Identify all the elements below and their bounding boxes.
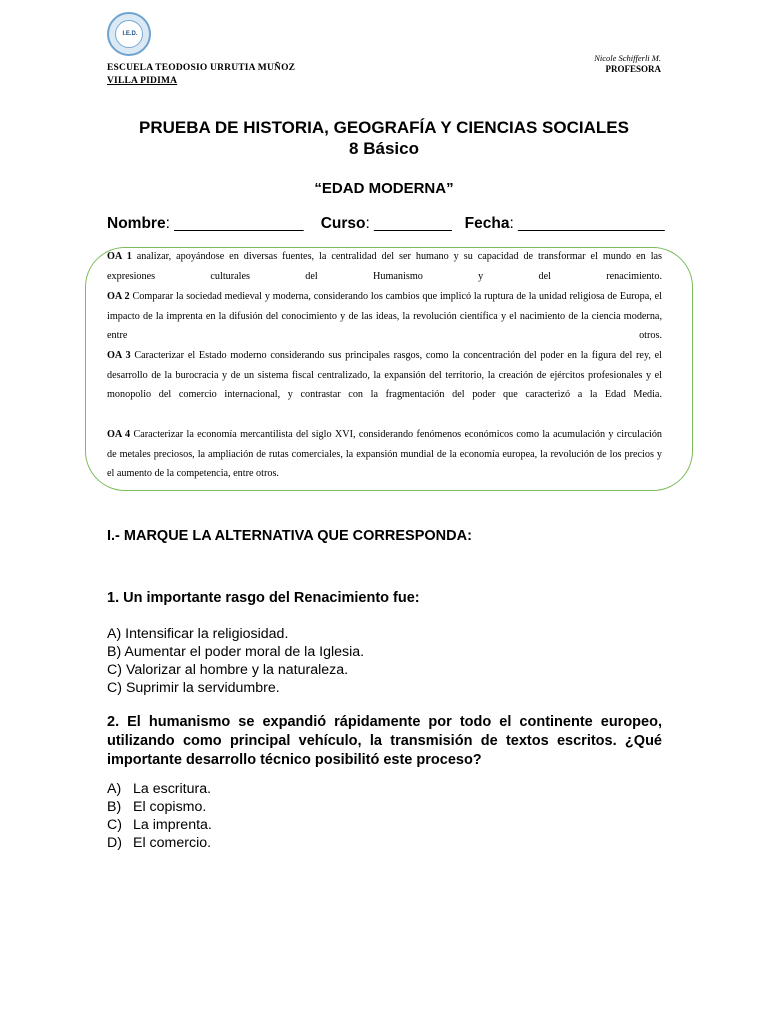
option-letter: A) (107, 781, 122, 797)
school-logo (107, 12, 151, 56)
option-q2-b[interactable] (107, 798, 206, 816)
objective-code: OA 2 (107, 291, 130, 302)
logo-text: I.E.D. (122, 31, 138, 37)
objective-code: OA 1 (107, 251, 132, 262)
objective-text: Comparar la sociedad medieval y moderna, considerando los cambios que implicó la ruptura de la unidad religiosa de Europa, el impacto de la imprenta en la difusión del conocimiento y de las ideas, la revolución científica y el nacimiento de la ciencia moderna, entre otros. (107, 291, 662, 341)
date-blank[interactable]: : _________________ (509, 215, 665, 232)
option-letter: B) (107, 644, 122, 660)
objective-oa3 (107, 346, 662, 405)
objective-oa1 (107, 247, 662, 286)
question-1: 1. Un importante rasgo del Renacimiento fue: (107, 590, 420, 606)
name-label: Nombre (107, 215, 166, 232)
option-text: La escritura. (133, 781, 212, 797)
objective-text: Caracterizar el Estado moderno considerando sus principales rasgos, como la concentración del poder en la figura del rey, el desarrollo de la burocracia y de un sistema fiscal centralizado, la expansión del territorio, la creación de ejércitos profesionales y el monopolio del comercio internacional, y contrastar con la fragmentación del poder que caracterizó a la Edad Media. (107, 350, 663, 400)
school-place: VILLA PIDIMA (107, 76, 178, 86)
objective-oa2 (107, 287, 662, 346)
option-text: Aumentar el poder moral de la Iglesia. (124, 644, 365, 660)
option-text: Suprimir la servidumbre. (125, 680, 280, 696)
option-text: El copismo. (133, 799, 207, 815)
teacher-name: Nicole Schifferli M. (594, 53, 661, 63)
school-name: ESCUELA TEODOSIO URRUTIA MUÑOZ (107, 63, 296, 73)
option-letter: A) (107, 626, 122, 642)
unit-subtitle: “EDAD MODERNA” (314, 180, 454, 197)
section-heading: I.- MARQUE LA ALTERNATIVA QUE CORRESPONDA: (107, 528, 472, 544)
option-q2-c[interactable] (107, 816, 212, 834)
option-q1-c[interactable] (107, 661, 348, 679)
option-letter: C) (107, 680, 122, 696)
option-q2-d[interactable] (107, 834, 211, 852)
date-label: Fecha (464, 215, 510, 232)
objective-code: OA 4 (107, 429, 131, 440)
teacher-role: PROFESORA (605, 64, 661, 74)
option-q1-a[interactable] (107, 625, 288, 643)
option-q2-a[interactable] (107, 780, 211, 798)
course-label: Curso (320, 215, 366, 232)
option-text: La imprenta. (133, 817, 212, 833)
test-title: PRUEBA DE HISTORIA, GEOGRAFÍA Y CIENCIAS SOCIALES (139, 118, 629, 137)
option-text: Valorizar al hombre y la naturaleza. (125, 662, 349, 678)
option-letter: B) (107, 799, 122, 815)
objective-code: OA 3 (107, 350, 131, 361)
grade-label: 8 Básico (349, 139, 419, 158)
student-fields (107, 215, 665, 233)
option-text: Intensificar la religiosidad. (125, 626, 289, 642)
objective-text: Caracterizar la economía mercantilista del siglo XVI, considerando fenómenos económicos como la acumulación y circulación de metales preciosos, la ampliación de rutas comerciales, la expansión mundial de la economía europea, la revolución de los precios y el aumento de la competencia, entre otros. (107, 429, 663, 479)
objective-oa4 (107, 425, 662, 484)
option-letter: C) (107, 662, 122, 678)
option-letter: D) (107, 835, 122, 851)
question-2: 2. El humanismo se expandió rápidamente por todo el continente europeo, utilizando como principal vehículo, la transmisión de textos escritos. ¿Qué importante desarrollo técnico posibilitó este proceso? (107, 714, 662, 768)
objective-text: analizar, apoyándose en diversas fuentes, la centralidad del ser humano y su capacidad de transformar el mundo en las expresiones culturales del Humanismo y del renacimiento. (107, 251, 663, 282)
course-blank[interactable]: : _________ (365, 215, 452, 232)
option-q1-d[interactable] (107, 679, 280, 697)
option-letter: C) (107, 817, 122, 833)
option-text: El comercio. (133, 835, 212, 851)
option-q1-b[interactable] (107, 643, 364, 661)
name-blank[interactable]: : _______________ (165, 215, 304, 232)
